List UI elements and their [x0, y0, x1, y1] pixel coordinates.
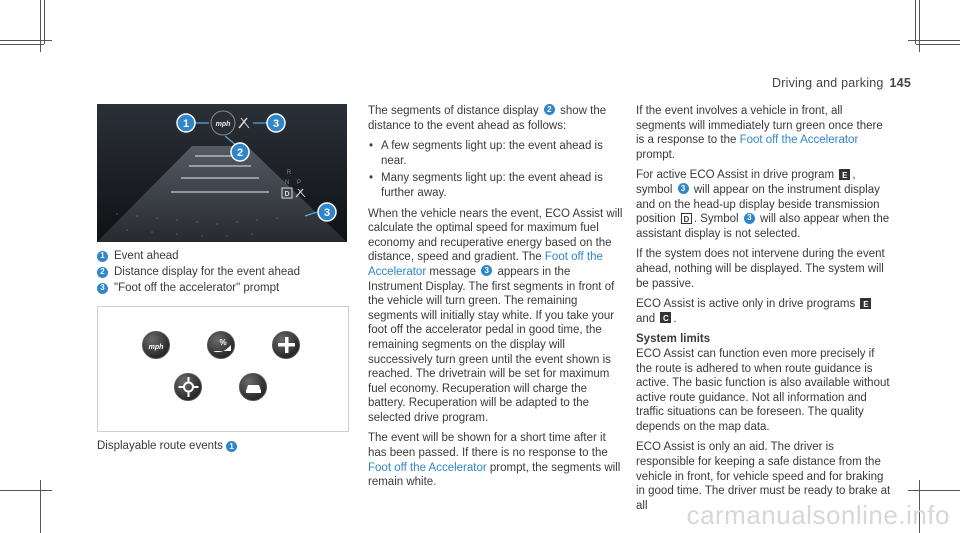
svg-text:3: 3 [272, 118, 280, 130]
callout-number-icon: 3 [97, 283, 108, 294]
bullet-list [368, 139, 624, 200]
svg-text:mph: mph [148, 344, 164, 351]
crop-mark [908, 490, 960, 491]
instrument-display-photo [97, 104, 347, 242]
gradient-icon [207, 331, 235, 359]
mph-label: mph [215, 121, 231, 128]
junction-icon [272, 331, 300, 359]
page-header [772, 76, 911, 90]
watermark: carmanualsonline.info [686, 500, 950, 530]
legend-item: 3 "Foot off the accelerator" prompt [97, 280, 300, 296]
roundabout-icon [174, 373, 202, 401]
paragraph: If the system does not intervene during the event ahead, nothing will be displayed. The system will be passive. [636, 248, 885, 290]
callout-number-icon: 3 [744, 213, 755, 224]
text-column-middle [368, 104, 624, 496]
paragraph: ECO Assist is only an aid. The driver is responsible for keeping a safe distance from the vehicle in front, for vehicle speed and for braking in good time. The driver must be ready to brake at all [636, 441, 891, 512]
legend-item: 2 Distance display for the event ahead [97, 264, 300, 280]
drive-program-e-icon: E [839, 169, 850, 180]
drive-program-c-icon: C [660, 312, 671, 323]
paragraph: For active ECO Assist in drive program E , symbol 3 will appear on the instrument display and on the head-up display beside transmission position D . Symbol 3 will also appear when the assistant display is not selected. [636, 169, 890, 240]
svg-text:2: 2 [236, 147, 244, 159]
drive-program-e-icon: E [860, 298, 871, 309]
gear-n: N [284, 180, 290, 186]
foot-off-accelerator-link[interactable]: Foot off the Accelerator [739, 134, 859, 147]
gear-r: R [286, 170, 292, 176]
route-event-icons-panel [97, 306, 349, 432]
vehicle-icon [239, 373, 267, 401]
callout-number-icon: 3 [481, 265, 492, 276]
page-number: 145 [889, 76, 911, 90]
crop-mark [0, 490, 52, 491]
gear-d: D [284, 191, 290, 198]
text-column-right [636, 104, 892, 519]
svg-text:3: 3 [323, 207, 331, 219]
section-title: Driving and parking [772, 76, 884, 90]
mph-icon [142, 331, 170, 359]
crop-mark [916, 44, 960, 45]
icons-caption: Displayable route events 1 [97, 440, 243, 452]
callout-number-icon: 3 [678, 183, 689, 194]
foot-off-accelerator-link[interactable]: Foot off the Accelerator [368, 461, 487, 474]
svg-text:%: % [219, 338, 227, 347]
crop-mark [0, 44, 44, 45]
gear-p: P [296, 180, 302, 186]
foot-off-accelerator-link[interactable]: Foot off the Accelerator [368, 251, 603, 278]
callout-number-icon: 2 [97, 267, 108, 278]
paragraph: ECO Assist is active only in drive programs E and C . [636, 297, 892, 326]
gear-d-icon: D [681, 213, 692, 224]
crop-mark [44, 0, 45, 44]
list-item: • Many segments light up: the event ahead is further away. [381, 171, 624, 200]
paragraph: The event will be shown for a short time after it has been passed. If there is no response to the Foot off the Accelerator prompt, the segments will remain white. [368, 432, 621, 489]
paragraph: When the vehicle nears the event, ECO Assist will calculate the optimal speed for maximum fuel economy and recuperative energy based on the distance, speed and gradient. The Foot off the Accelerator message 3 appears in the Instrument Display. The first segments in front of the vehicle will turn green. The remaining segments will initially stay white. If you take your foot off the accelerator pedal in good time, the remaining segments on the display will successively turn green until the event shown is reached. The drivetrain will be set for maximum fuel economy. Recuperation will charge the battery. Recuperation will be adapted to the selected drive program. [368, 207, 623, 424]
svg-text:1: 1 [182, 118, 190, 130]
paragraph: ECO Assist can function even more precisely if the route is adhered to when route guidance is active. The basic function is also available without active route guidance. Not all information and traffic situations can be foreseen. The quality depends on the map data. [636, 347, 890, 433]
legend-item: 1 Event ahead [97, 248, 300, 264]
callout-number-icon: 2 [544, 104, 555, 115]
list-item: • A few segments light up: the event ahead is near. [381, 139, 624, 168]
section-heading: System limits [636, 333, 711, 346]
image-legend [97, 248, 300, 296]
callout-number-icon: 1 [226, 441, 237, 452]
paragraph: If the event involves a vehicle in front, all segments will immediately turn green once there is a response to the Foot off the Accelerator prompt. [636, 105, 883, 161]
crop-mark [915, 0, 916, 44]
paragraph: The segments of distance display 2 show the distance to the event ahead as follows: [368, 104, 607, 132]
crop-mark [40, 480, 41, 533]
callout-number-icon: 1 [97, 251, 108, 262]
